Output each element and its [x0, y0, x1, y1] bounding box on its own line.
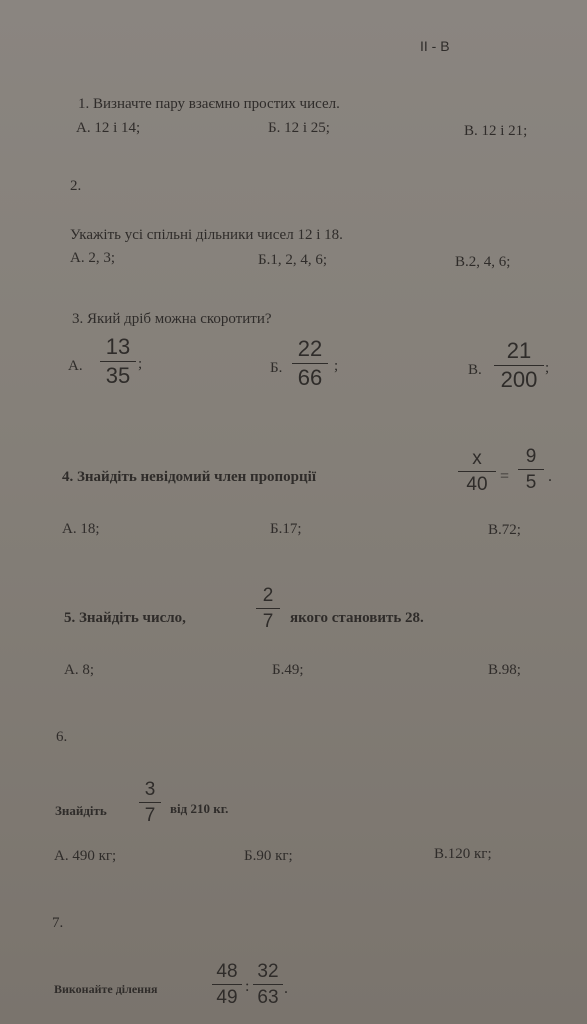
q5-fraction [256, 586, 280, 631]
q1-option-b: Б. 12 і 25; [268, 120, 330, 136]
q5-option-b: Б.49; [272, 662, 304, 678]
q7-f1-numerator: 48 [216, 961, 238, 982]
q6-text-end: від 210 кг. [170, 801, 229, 816]
variant-header: II - B [420, 38, 450, 54]
q6-option-b: Б.90 кг; [244, 848, 293, 864]
q3-text: 3. Який дріб можна скоротити? [72, 311, 272, 327]
q3-b-prefix: Б. [270, 360, 283, 376]
q4-f2-numerator: 9 [525, 446, 537, 467]
q7-f1-denominator: 49 [216, 987, 238, 1008]
fraction-bar [139, 802, 161, 803]
q3-b-numerator: 22 [297, 336, 323, 361]
q6-numerator: 3 [144, 779, 156, 800]
q3-b-fraction [292, 338, 328, 389]
fraction-bar [458, 471, 496, 472]
q6-denominator: 7 [144, 805, 156, 826]
q6-option-a: А. 490 кг; [54, 848, 117, 864]
q1-option-c: В. 12 і 21; [464, 123, 528, 139]
q7-f2-numerator: 32 [257, 961, 279, 982]
fraction-bar [256, 608, 280, 609]
q4-option-b: Б.17; [270, 521, 302, 537]
q7-division-sign: : [245, 978, 250, 995]
q7-fraction-48-49 [212, 962, 242, 1007]
q3-a-prefix: А. [68, 358, 83, 374]
q3-c-denominator: 200 [500, 367, 538, 392]
q1-text: 1. Визначте пару взаємно простих чисел. [78, 96, 340, 112]
q3-c-prefix: В. [468, 362, 482, 378]
fraction-bar [292, 363, 328, 364]
q4-equals: = [500, 468, 510, 485]
q5-option-c: В.98; [488, 662, 521, 678]
q7-fraction-32-63 [253, 962, 283, 1007]
q3-a-fraction [100, 336, 136, 387]
fraction-bar [100, 361, 136, 362]
q2-text: Укажіть усі спільні дільники чисел 12 і 18. [70, 227, 343, 243]
q6-option-c: В.120 кг; [434, 846, 492, 862]
q4-fraction-9-5 [518, 447, 544, 492]
q4-fraction-x-40 [458, 449, 496, 494]
q4-option-c: В.72; [488, 522, 521, 538]
fraction-bar [518, 469, 544, 470]
q7-period: . [284, 980, 288, 997]
q7-text: Виконайте ділення [54, 982, 158, 996]
q1-option-a: А. 12 і 14; [76, 120, 141, 136]
fraction-bar [253, 984, 283, 985]
q3-a-numerator: 13 [105, 334, 131, 359]
q3-b-suffix: ; [334, 358, 339, 374]
q3-a-denominator: 35 [105, 363, 131, 388]
fraction-bar [494, 365, 544, 366]
q3-c-numerator: 21 [506, 338, 532, 363]
q7-number: 7. [52, 915, 64, 931]
q2-number: 2. [70, 178, 82, 194]
q5-text-end: якого становить 28. [290, 610, 424, 626]
q3-c-suffix: ; [545, 360, 550, 376]
q5-numerator: 2 [262, 585, 274, 606]
q2-option-a: А. 2, 3; [70, 250, 115, 266]
q4-f1-numerator: x [472, 448, 482, 469]
q4-f1-denominator: 40 [466, 474, 488, 495]
q5-denominator: 7 [262, 611, 274, 632]
q7-f2-denominator: 63 [257, 987, 279, 1008]
q4-period: . [548, 468, 552, 485]
q5-option-a: А. 8; [64, 662, 94, 678]
q3-c-fraction [494, 340, 544, 391]
q3-a-suffix: ; [138, 356, 143, 372]
q2-option-b: Б.1, 2, 4, 6; [258, 252, 328, 268]
q6-text-start: Знайдіть [55, 803, 107, 818]
q4-option-a: А. 18; [62, 521, 100, 537]
q4-text: 4. Знайдіть невідомий член пропорції [62, 469, 317, 485]
q6-fraction [139, 780, 161, 825]
q2-option-c: В.2, 4, 6; [455, 254, 511, 270]
q6-number: 6. [56, 729, 68, 745]
fraction-bar [212, 984, 242, 985]
q3-b-denominator: 66 [297, 365, 323, 390]
q5-text-start: 5. Знайдіть число, [64, 610, 186, 626]
q4-f2-denominator: 5 [525, 472, 537, 493]
